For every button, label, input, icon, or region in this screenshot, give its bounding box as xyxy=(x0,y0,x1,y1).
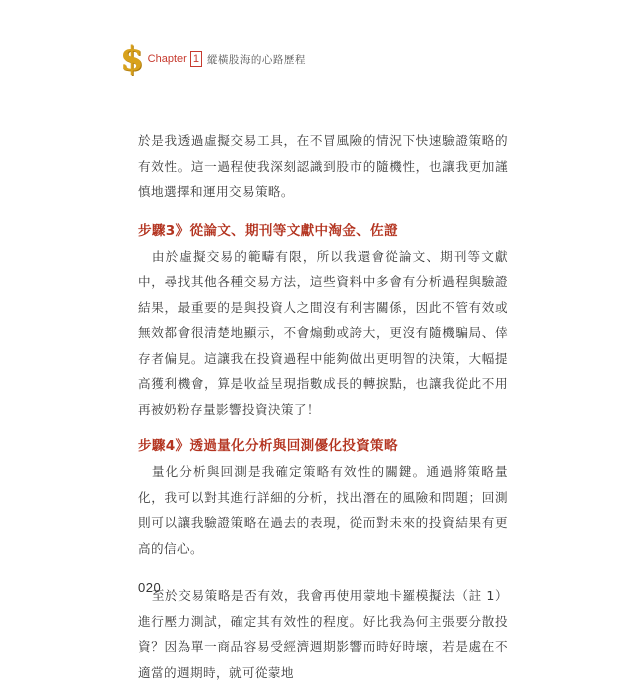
intro-paragraph: 於是我透過虛擬交易工具，在不冒風險的情況下快速驗證策略的有效性。這一過程使我深刻認識到股市的隨機性，也讓我更加謹慎地選擇和運用交易策略。 xyxy=(138,133,508,199)
chapter-number: 1 xyxy=(190,51,202,67)
running-header xyxy=(120,39,306,79)
section-4-paragraph-2: 至於交易策略是否有效，我會再使用蒙地卡羅模擬法（註 1）進行壓力測試，確定其有效性的程度。好比我為何主張要分散投資？因為單一商品容易受經濟週期影響而時好時壞，若是處在不適當的週期時，就可從蒙地 xyxy=(138,588,508,680)
section-4-heading: 步驟4》透過量化分析與回測優化投資策略 xyxy=(138,438,398,454)
chapter-badge xyxy=(148,51,202,67)
chapter-label: Chapter xyxy=(147,53,187,65)
dollar-icon: $ xyxy=(120,39,144,79)
paragraph-gap xyxy=(138,561,508,583)
section-3-heading: 步驟3》從論文、期刊等文獻中淘金、佐證 xyxy=(138,222,398,239)
chapter-title: 縱橫股海的心路歷程 xyxy=(206,53,306,66)
section-4-paragraph-1: 量化分析與回測是我確定策略有效性的關鍵。通過將策略量化，我可以對其進行詳細的分析，找出潛在的風險和問題；回測則可以讓我驗證策略在過去的表現，從而對未來的投資結果有更高的信心。 xyxy=(138,464,508,556)
page-number: 020 xyxy=(138,580,162,595)
page-body xyxy=(138,128,508,685)
section-3-paragraph: 由於虛擬交易的範疇有限，所以我還會從論文、期刊等文獻中，尋找其他各種交易方法，這些資料中多會有分析過程與驗證結果，最重要的是與投資人之間沒有利害關係，因此不管有效或無效都會很清楚地顯示，不會煽動或誇大，更沒有隨機騙局、倖存者偏見。這讓我在投資過程中能夠做出更明智的決策，大幅提高獲利機會，算是收益呈現指數成長的轉捩點，也讓我從此不用再被奶粉存量影響投資決策了！ xyxy=(138,248,508,417)
